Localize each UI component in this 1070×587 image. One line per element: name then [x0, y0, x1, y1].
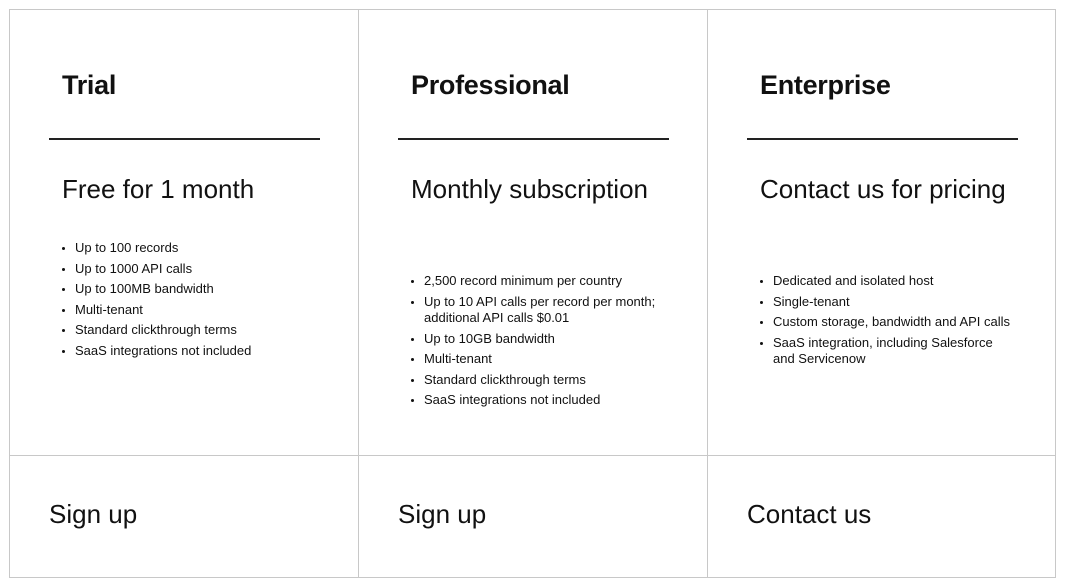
plan-name: Trial: [62, 70, 117, 100]
feature-list: [760, 273, 1013, 372]
feature-item: • Custom storage, bandwidth and API calls: [773, 314, 1013, 331]
feature-list: [411, 273, 664, 413]
plan-card-professional: [359, 10, 708, 456]
feature-item: • SaaS integrations not included: [75, 343, 315, 360]
feature-item: • Multi-tenant: [424, 351, 664, 368]
feature-item: • Up to 1000 API calls: [75, 261, 315, 278]
plan-price: Monthly subscription: [411, 174, 648, 204]
feature-item: • Standard clickthrough terms: [75, 322, 315, 339]
feature-item: • Up to 10GB bandwidth: [424, 331, 664, 348]
feature-item: • Up to 100MB bandwidth: [75, 281, 315, 298]
contact-us-link[interactable]: Contact us: [747, 499, 872, 529]
plan-name: Enterprise: [760, 70, 891, 100]
plan-footer-trial: [10, 456, 359, 577]
pricing-table: [9, 9, 1056, 578]
plan-card-enterprise: [708, 10, 1055, 456]
plan-footer-enterprise: [708, 456, 1055, 577]
plan-divider: [747, 138, 1018, 140]
plan-card-trial: [10, 10, 359, 456]
plan-price: Free for 1 month: [62, 174, 255, 204]
plan-price: Contact us for pricing: [760, 174, 1006, 204]
feature-item: • Dedicated and isolated host: [773, 273, 1013, 290]
feature-item: • SaaS integrations not included: [424, 392, 664, 409]
plan-footer-professional: [359, 456, 708, 577]
feature-item: • Standard clickthrough terms: [424, 372, 664, 389]
plan-divider: [49, 138, 320, 140]
sign-up-link[interactable]: Sign up: [398, 499, 487, 529]
plan-name: Professional: [411, 70, 570, 100]
feature-item: • 2,500 record minimum per country: [424, 273, 664, 290]
feature-item: • Up to 100 records: [75, 240, 315, 257]
feature-item: • Multi-tenant: [75, 302, 315, 319]
plan-divider: [398, 138, 669, 140]
feature-list: [62, 240, 315, 363]
feature-item: • Single-tenant: [773, 294, 1013, 311]
sign-up-link[interactable]: Sign up: [49, 499, 138, 529]
feature-item: • Up to 10 API calls per record per month; additional API calls $0.01: [424, 294, 664, 327]
feature-item: • SaaS integration, including Salesforce and Servicenow: [773, 335, 1013, 368]
